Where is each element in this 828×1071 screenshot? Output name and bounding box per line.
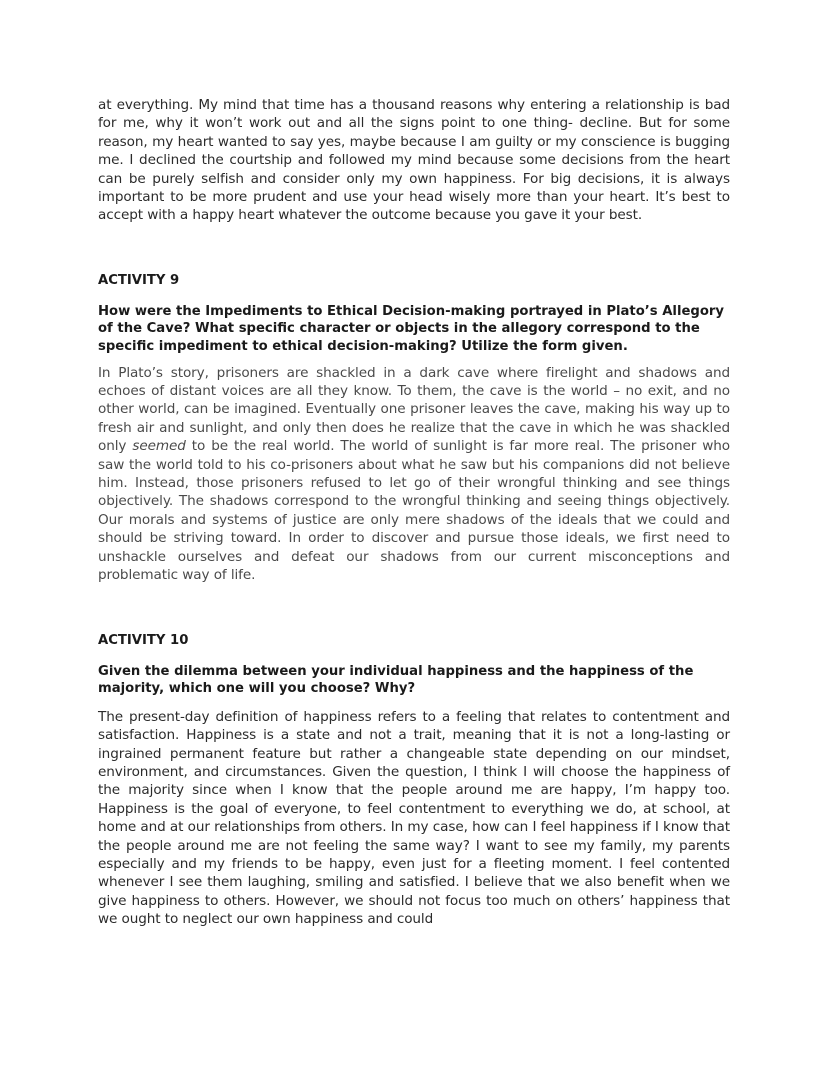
activity-9-question: How were the Impediments to Ethical Decision-making portrayed in Plato’s Allegory of the Cave? What specific character or objects in the allegory correspond to the specific impediment to ethical decision-making? Utilize the form given. — [98, 303, 725, 355]
activity-9-answer-part2: to be the real world. The world of sunlight is far more real. The prisoner who saw the world told to his co-prisoners about what he saw but his companions did not believe him. Instead, those prisoners refused to let go of their wrongful thinking and see things objectively. The shadows correspond to the wrongful thinking and seeing things objectively. Our morals and systems of justice are only mere shadows of the ideals that we could and should be striving toward. In order to discover and pursue those ideals, we first need to unshackle ourselves and defeat our shadows from our current misconceptions and problematic way of life. — [98, 438, 731, 584]
activity-9-answer-emphasis: seemed — [132, 438, 186, 455]
activity-10-section — [98, 632, 730, 929]
intro-paragraph: at everything. My mind that time has a thousand reasons why entering a relationship is bad for me, why it won’t work out and all the signs point to one thing- decline. But for some reason, my heart wanted to say yes, maybe because I am guilty or my conscience is bugging me. I declined the courtship and followed my mind because some decisions from the heart can be purely selfish and consider only my own happiness. For big decisions, it is always important to be more prudent and use your head wisely more than your heart. It’s best to accept with a happy heart whatever the outcome because you gave it your best. — [98, 97, 730, 224]
activity-10-answer: The present-day definition of happiness refers to a feeling that relates to contentment and satisfaction. Happiness is a state and not a trait, meaning that it is not a long-lasting or ingrained permanent feature but rather a changeable state depending on our mindset, environment, and circumstances. Given the question, I think I will choose the happiness of the majority since when I know that the people around me are happy, I’m happy too. Happiness is the goal of everyone, to feel contentment to everything we do, at school, at home and at our relationships from others. In my case, how can I feel happiness if I know that the people around me are not feeling the same way? I want to see my family, my parents especially and my friends to be happy, even just for a fleeting moment. I feel contented whenever I see them laughing, smiling and satisfied. I believe that we also benefit when we give happiness to others. However, we should not focus too much on others’ happiness that we ought to neglect our own happiness and could — [98, 708, 730, 928]
activity-9-section — [98, 272, 730, 585]
document-page — [98, 96, 730, 929]
activity-10-heading: ACTIVITY 10 — [98, 632, 189, 648]
activity-9-heading: ACTIVITY 9 — [98, 272, 180, 288]
activity-9-answer — [98, 364, 730, 585]
activity-9-answer-part1: In Plato’s story, prisoners are shackled in a dark cave where firelight and shadows and echoes of distant voices are all they know. To them, the cave is the world – no exit, and no other world, can be imagined. Eventually one prisoner leaves the cave, making his way up to fresh air and sunlight, and only then does he realize that the cave in which he was shackled only — [98, 364, 730, 455]
activity-10-question: Given the dilemma between your individual happiness and the happiness of the majority, which one will you choose? Why? — [98, 663, 694, 697]
